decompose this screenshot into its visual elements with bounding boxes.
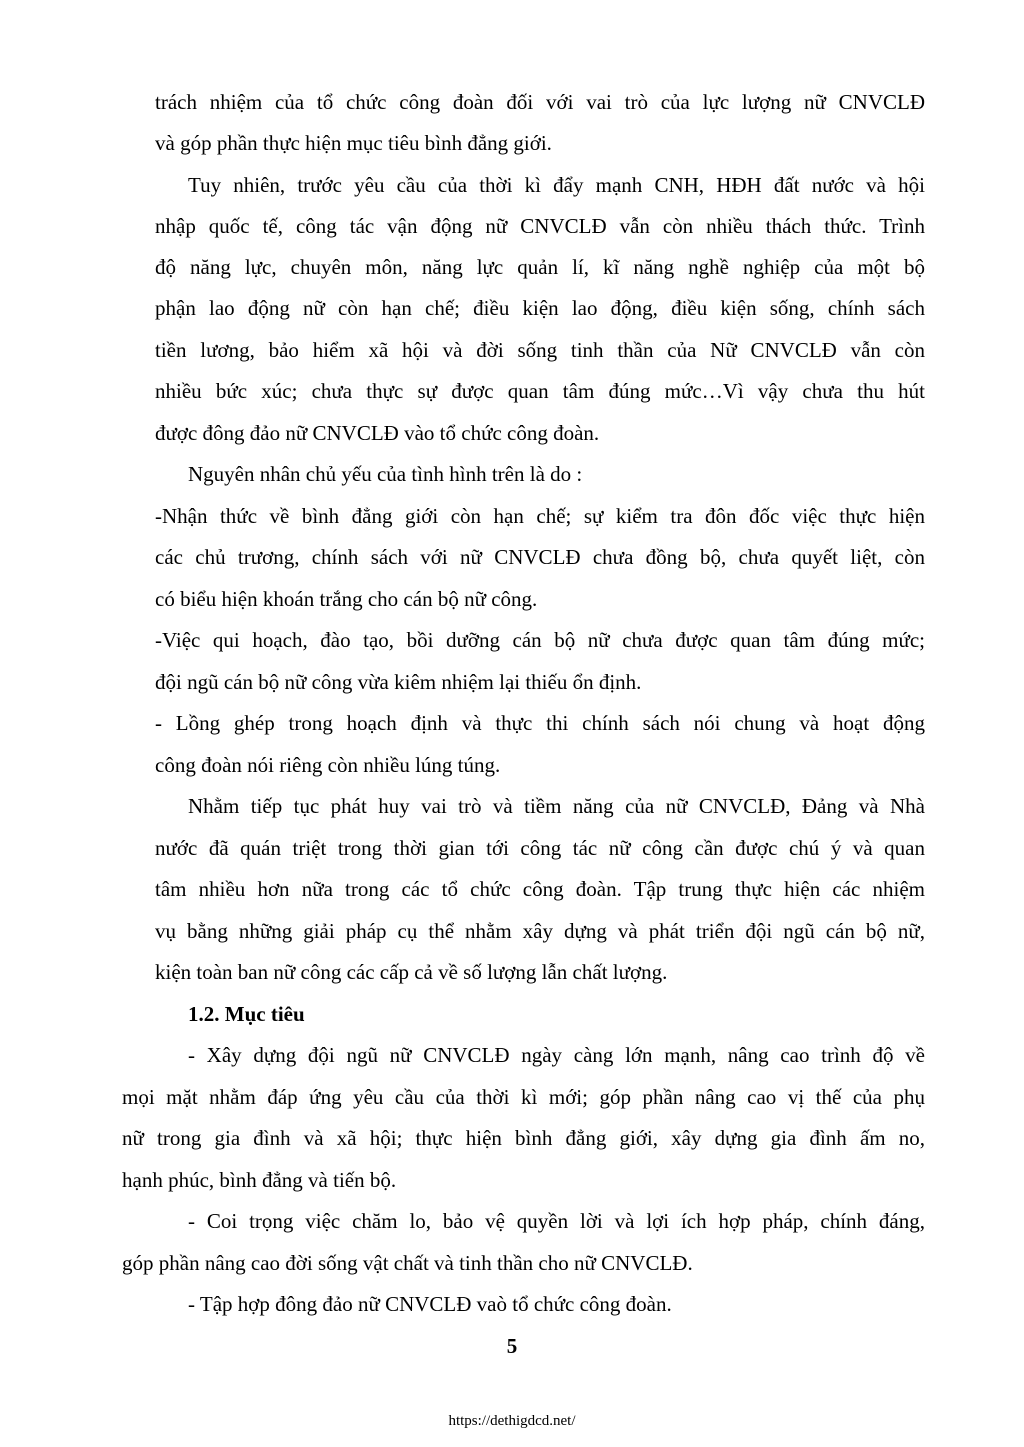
body-line: -Việc qui hoạch, đào tạo, bồi dưỡng cán bộ nữ chưa được quan tâm đúng mức; — [155, 628, 925, 652]
page-number: 5 — [506, 1334, 518, 1358]
body-line: các chủ trương, chính sách với nữ CNVCLĐ chưa đồng bộ, chưa quyết liệt, còn — [155, 545, 925, 569]
body-line: đội ngũ cán bộ nữ công vừa kiêm nhiệm lại thiếu ổn định. — [155, 670, 642, 694]
body-line: - Tập hợp đông đảo nữ CNVCLĐ vaò tổ chức công đoàn. — [188, 1292, 672, 1316]
body-line: được đông đảo nữ CNVCLĐ vào tổ chức công đoàn. — [155, 421, 600, 445]
body-line: trách nhiệm của tổ chức công đoàn đối với vai trò của lực lượng nữ CNVCLĐ — [155, 90, 925, 114]
body-line: -Nhận thức về bình đẳng giới còn hạn chế; sự kiểm tra đôn đốc việc thực hiện — [155, 504, 925, 528]
body-line: hạnh phúc, bình đẳng và tiến bộ. — [122, 1168, 397, 1192]
body-line: - Xây dựng đội ngũ nữ CNVCLĐ ngày càng lớn mạnh, nâng cao trình độ về — [188, 1043, 925, 1067]
body-line: mọi mặt nhằm đáp ứng yêu cầu của thời kì mới; góp phần nâng cao vị thế của phụ — [122, 1085, 925, 1109]
footer-url[interactable]: https://dethigdcd.net/ — [448, 1413, 576, 1429]
body-line: kiện toàn ban nữ công các cấp cả về số lượng lẫn chất lượng. — [155, 960, 668, 984]
body-line: nước đã quán triệt trong thời gian tới công tác nữ công cần được chú ý và quan — [155, 836, 925, 860]
body-line: nữ trong gia đình và xã hội; thực hiện bình đẳng giới, xây dựng gia đình ấm no, — [122, 1126, 925, 1150]
body-line: nhiều bức xúc; chưa thực sự được quan tâm đúng mức…Vì vậy chưa thu hút — [155, 379, 925, 403]
body-line: tâm nhiều hơn nữa trong các tổ chức công đoàn. Tập trung thực hiện các nhiệm — [155, 877, 925, 901]
section-heading: 1.2. Mục tiêu — [188, 1002, 305, 1026]
body-line: - Lồng ghép trong hoạch định và thực thi chính sách nói chung và hoạt động — [155, 711, 925, 735]
body-line: Nhằm tiếp tục phát huy vai trò và tiềm năng của nữ CNVCLĐ, Đảng và Nhà — [188, 794, 925, 818]
body-line: độ năng lực, chuyên môn, năng lực quản lí, kĩ năng nghề nghiệp của một bộ — [155, 255, 925, 279]
body-line: Nguyên nhân chủ yếu của tình hình trên là do : — [188, 462, 583, 486]
body-line: tiền lương, bảo hiểm xã hội và đời sống tinh thần của Nữ CNVCLĐ vẫn còn — [155, 338, 925, 362]
body-line: nhập quốc tế, công tác vận động nữ CNVCLĐ vẫn còn nhiều thách thức. Trình — [155, 214, 925, 238]
body-line: Tuy nhiên, trước yêu cầu của thời kì đẩy mạnh CNH, HĐH đất nước và hội — [188, 173, 925, 197]
body-line: phận lao động nữ còn hạn chế; điều kiện lao động, điều kiện sống, chính sách — [155, 296, 925, 320]
body-line: công đoàn nói riêng còn nhiều lúng túng. — [155, 753, 501, 777]
body-line: có biểu hiện khoán trắng cho cán bộ nữ công. — [155, 587, 538, 611]
body-line: - Coi trọng việc chăm lo, bảo vệ quyền lời và lợi ích hợp pháp, chính đáng, — [188, 1209, 925, 1233]
body-line: vụ bằng những giải pháp cụ thể nhằm xây dựng và phát triển đội ngũ cán bộ nữ, — [155, 919, 925, 943]
body-line: và góp phần thực hiện mục tiêu bình đẳng giới. — [155, 131, 552, 155]
body-line: góp phần nâng cao đời sống vật chất và tinh thần cho nữ CNVCLĐ. — [122, 1251, 693, 1275]
